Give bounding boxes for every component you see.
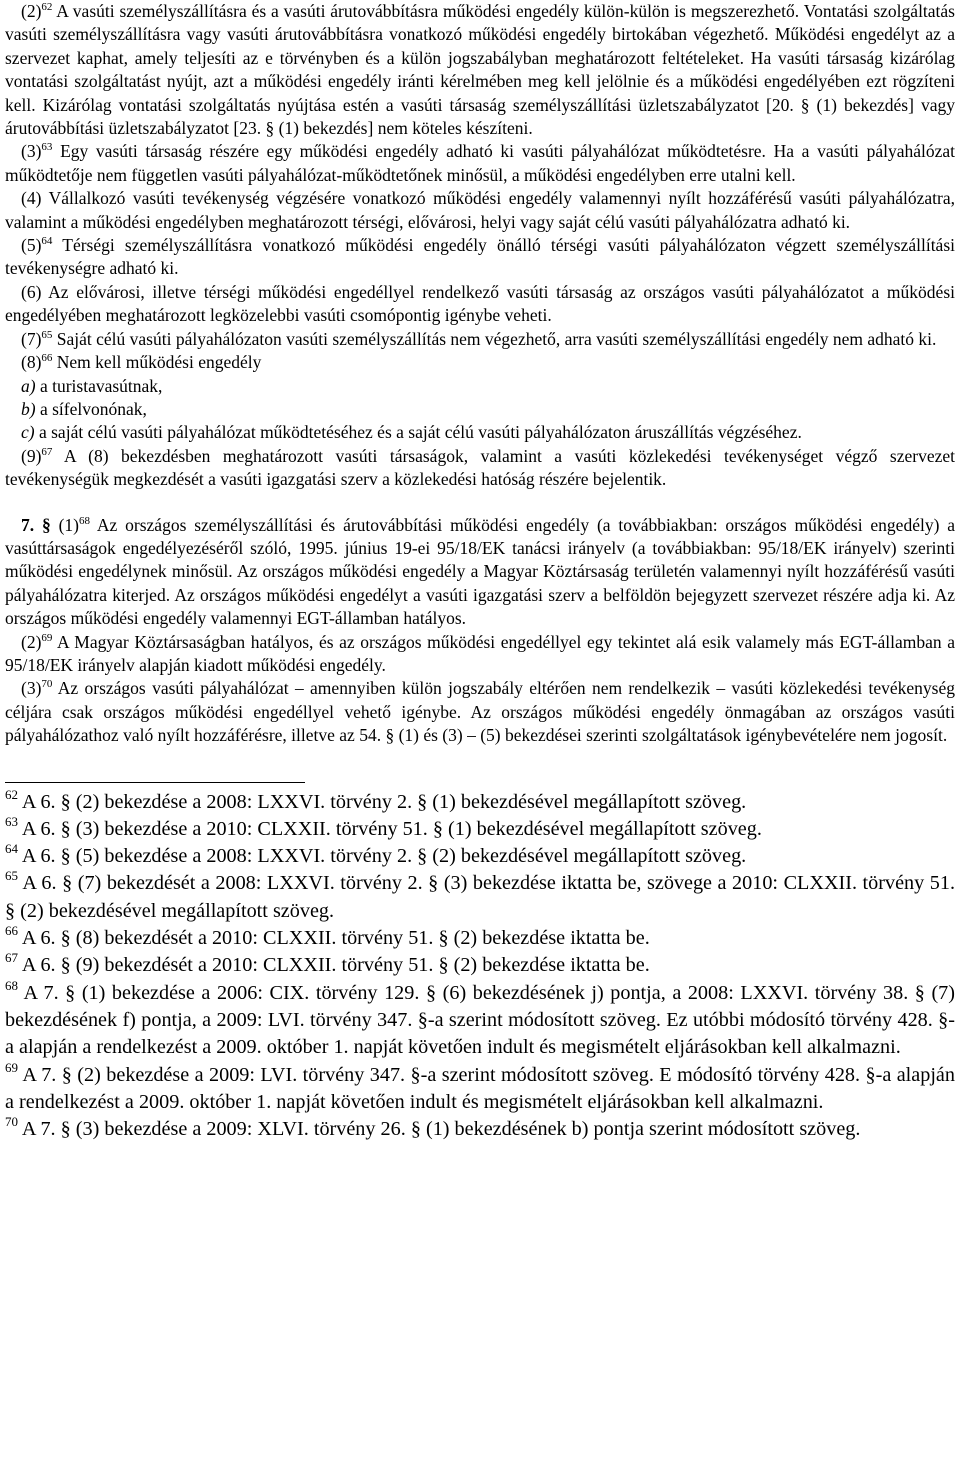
footnote-ref-66[interactable]: 66 — [41, 352, 53, 365]
footnote-text: A 6. § (8) bekezdését a 2010: CLXXII. törvény 51. § (2) bekezdése iktatta be. — [18, 927, 650, 950]
footnote-ref-70[interactable]: 70 — [41, 678, 53, 691]
paragraph-number: (3) — [21, 678, 42, 699]
main-text — [5, 0, 955, 748]
footnote-64 — [5, 843, 955, 870]
footnote-text: A 6. § (7) bekezdését a 2008: LXXVI. törvény 2. § (3) bekezdése iktatta be, szövege a 2010: CLXXII. törvény 51. § (2) bekezdésével megállapított szöveg. — [5, 872, 955, 922]
paragraph-number: (3) — [21, 141, 42, 162]
footnote-number: 63 — [5, 813, 18, 829]
footnote-text: A 6. § (5) bekezdése a 2008: LXXVI. törvény 2. § (2) bekezdésével megállapított szöveg. — [18, 845, 747, 868]
paragraph-text: (6) Az elővárosi, illetve térségi működési engedéllyel rendelkező vasúti társaság az országos vasúti pályahálózatot a működési engedélyében meghatározott legközelebbi vasúti csomópontig igénybe veheti. — [5, 281, 955, 326]
paragraph-6-8 — [5, 351, 955, 374]
footnote-separator — [5, 782, 305, 783]
footnote-65 — [5, 870, 955, 925]
footnote-ref-63[interactable]: 63 — [41, 141, 53, 154]
footnote-ref-68[interactable]: 68 — [79, 514, 90, 527]
footnote-ref-67[interactable]: 67 — [41, 445, 53, 458]
footnote-ref-62[interactable]: 62 — [41, 1, 53, 13]
footnote-number: 66 — [5, 923, 18, 939]
paragraph-text: Az országos személyszállítási és árutovábbítási működési engedély (a továbbiakban: országos működési engedély) a vasúttársaságok engedélyezéséről szóló, 1995. június 19-ei 95/18/EK tanácsi irányelv (a továbbiakban: 95/18/EK irányelv) szerinti működési engedélynek minősül. Az országos működési engedély a Magyar Köztársaság területén valamennyi nyílt hozzáférésű vasúti pályahálózatra kiterjed. Az országos működési engedélyt a vasúti igazgatási szerv a belföldön bejegyzett szervezet részére adja ki. Az országos működési engedély valamennyi EGT-államban hatályos. — [5, 514, 956, 629]
paragraph-6-2 — [5, 0, 955, 140]
footnote-number: 64 — [5, 841, 18, 857]
list-item-a — [5, 375, 955, 398]
section-number: 7. — [21, 514, 35, 535]
footnote-69 — [5, 1059, 955, 1117]
paragraph-7-1 — [5, 514, 955, 631]
footnote-number: 70 — [5, 1114, 18, 1130]
footnote-63 — [5, 813, 955, 843]
paragraph-text: A Magyar Köztársaságban hatályos, és az országos működési engedéllyel egy tekintet alá esik valamely más EGT-államban a 95/18/EK irányelv alapján kiadott működési engedély. — [5, 631, 955, 675]
list-letter: c) — [21, 422, 35, 443]
paragraph-text: A (8) bekezdésben meghatározott vasúti társaságok, valamint a vasúti közlekedési tevékenységet végző szervezet tevékenységük megkezdését a vasúti igazgatási szerv a közlekedési hatóság részére bejelentik. — [5, 445, 955, 490]
footnote-ref-69[interactable]: 69 — [41, 631, 53, 644]
paragraph-6-7 — [5, 328, 955, 351]
list-letter: b) — [21, 398, 36, 419]
footnote-67 — [5, 952, 955, 979]
paragraph-6-5 — [5, 234, 955, 281]
paragraph-text: Egy vasúti társaság részére egy működési engedély adható ki vasúti pályahálózat működtetésre. Ha a vasúti pályahálózat működtetője nem független vasúti pályahálózat-működtetőnek minősül, a működési engedélyben erre utalni kell. — [5, 141, 955, 185]
paragraph-number: (2) — [21, 1, 42, 21]
footnote-text: A 6. § (3) bekezdése a 2010: CLXXII. törvény 51. § (1) bekezdésével megállapított szöveg. — [18, 817, 762, 840]
paragraph-number: (5) — [21, 235, 42, 256]
list-item-b — [5, 398, 955, 421]
footnote-70 — [5, 1116, 955, 1143]
paragraph-7-2 — [5, 631, 955, 678]
section-symbol: § — [41, 514, 51, 535]
paragraph-6-3 — [5, 140, 955, 187]
footnote-number: 69 — [5, 1059, 18, 1075]
paragraph-number: (2) — [21, 631, 42, 652]
paragraph-number: (1) — [58, 514, 79, 535]
paragraph-text: Térségi személyszállításra vonatkozó működési engedély önálló térségi vasúti pályahálózaton végzett személyszállítási tevékenységre adható ki. — [5, 235, 955, 279]
paragraph-number: (9) — [21, 445, 42, 466]
list-text: a turistavasútnak, — [35, 375, 163, 396]
footnote-number: 65 — [5, 868, 18, 884]
footnotes — [5, 786, 955, 1144]
list-letter: a) — [21, 375, 36, 396]
footnote-text: A 7. § (1) bekezdése a 2006: CIX. törvény 129. § (6) bekezdésének j) pontja, a 2008: LXXVI. törvény 38. § (7) bekezdésének f) pontja, a 2009: LVI. törvény 347. §-a szerint módosított szöveg. Ez utóbbi módosító törvény 428. §-a alapján a rendelkezést a 2009. október 1. napját követően indult és megismételt eljárásokban kell alkalmazni. — [5, 981, 955, 1059]
footnote-number: 67 — [5, 950, 18, 966]
footnote-number: 62 — [5, 786, 18, 802]
footnote-text: A 6. § (9) bekezdését a 2010: CLXXII. törvény 51. § (2) bekezdése iktatta be. — [18, 954, 650, 977]
list-text: a saját célú vasúti pályahálózat működtetéséhez és a saját célú vasúti pályahálózaton áruszállítás végzéséhez. — [34, 422, 802, 443]
footnote-text: A 7. § (3) bekezdése a 2009: XLVI. törvény 26. § (1) bekezdésének b) pontja szerint módosított szöveg. — [18, 1118, 861, 1141]
footnote-66 — [5, 925, 955, 952]
footnote-ref-65[interactable]: 65 — [41, 328, 53, 341]
paragraph-text: Az országos vasúti pályahálózat – amennyiben külön jogszabály eltérően nem rendelkezik – vasúti közlekedési tevékenység céljára csak országos működési engedéllyel vehető igénybe. Az országos működési engedély önmagában az országos vasúti pályahálózathoz való nyílt hozzáférésre, illetve az 54. § (1) és (3) – (5) bekezdései szerinti szolgáltatások igénybevételére nem jogosít. — [5, 678, 955, 746]
footnote-ref-64[interactable]: 64 — [41, 235, 53, 248]
paragraph-text: Nem kell működési engedély — [52, 352, 262, 373]
list-text: a sífelvonónak, — [35, 398, 147, 419]
paragraph-number: (8) — [21, 352, 42, 373]
footnote-text: A 7. § (2) bekezdése a 2009: LVI. törvény 347. §-a szerint módosított szöveg. E módosító törvény 428. §-a alapján a rendelkezést a 2009. október 1. napját követően indult és megismételt eljárásokban kell alkalmazni. — [5, 1063, 955, 1113]
paragraph-text: Saját célú vasúti pályahálózaton vasúti személyszállítás nem végezhető, arra vasúti személyszállítási engedély nem adható ki. — [52, 328, 937, 349]
footnote-68 — [5, 977, 955, 1062]
paragraph-6-6 — [5, 281, 955, 328]
paragraph-6-4 — [5, 187, 955, 234]
paragraph-text: (4) Vállalkozó vasúti tevékenység végzésére vonatkozó működési engedély valamennyi nyílt hozzáférésű vasúti pályahálózatra, valamint a működési engedélyben meghatározott térségi, elővárosi, helyi vagy saját célú vasúti pályahálózatra adható ki. — [5, 188, 955, 232]
paragraph-6-9 — [5, 445, 955, 492]
paragraph-number: (7) — [21, 328, 42, 349]
paragraph-text: A vasúti személyszállításra és a vasúti árutovábbításra működési engedély külön-külön is megszerezhető. Vontatási szolgáltatás vasúti személyszállításra vagy vasúti árutovábbításra vonatkozó működési engedély birtokában végezhető. Működési engedélyt az a szervezet kaphat, amely teljesíti az e törvényben és a külön jogszabályban meghatározott feltételeket. Ha vasúti társaság kizárólag vontatási szolgáltatást nyújt, azt a működési engedély iránti kérelmében meg kell jelölnie és a működési engedélyében ezt rögzíteni kell. Kizárólag vontatási szolgáltatás nyújtása estén a vasúti társaság személyszállítási üzletszabályzatot [20. § (1) bekezdés] vagy árutovábbítási üzletszabályzatot [23. § (1) bekezdés] nem köteles készíteni. — [5, 1, 955, 139]
footnote-text: A 6. § (2) bekezdése a 2008: LXXVI. törvény 2. § (1) bekezdésével megállapított szöveg. — [18, 790, 747, 813]
paragraph-7-3 — [5, 677, 955, 747]
footnote-62 — [5, 786, 955, 816]
footnote-number: 68 — [5, 977, 18, 993]
list-item-c — [5, 421, 955, 444]
